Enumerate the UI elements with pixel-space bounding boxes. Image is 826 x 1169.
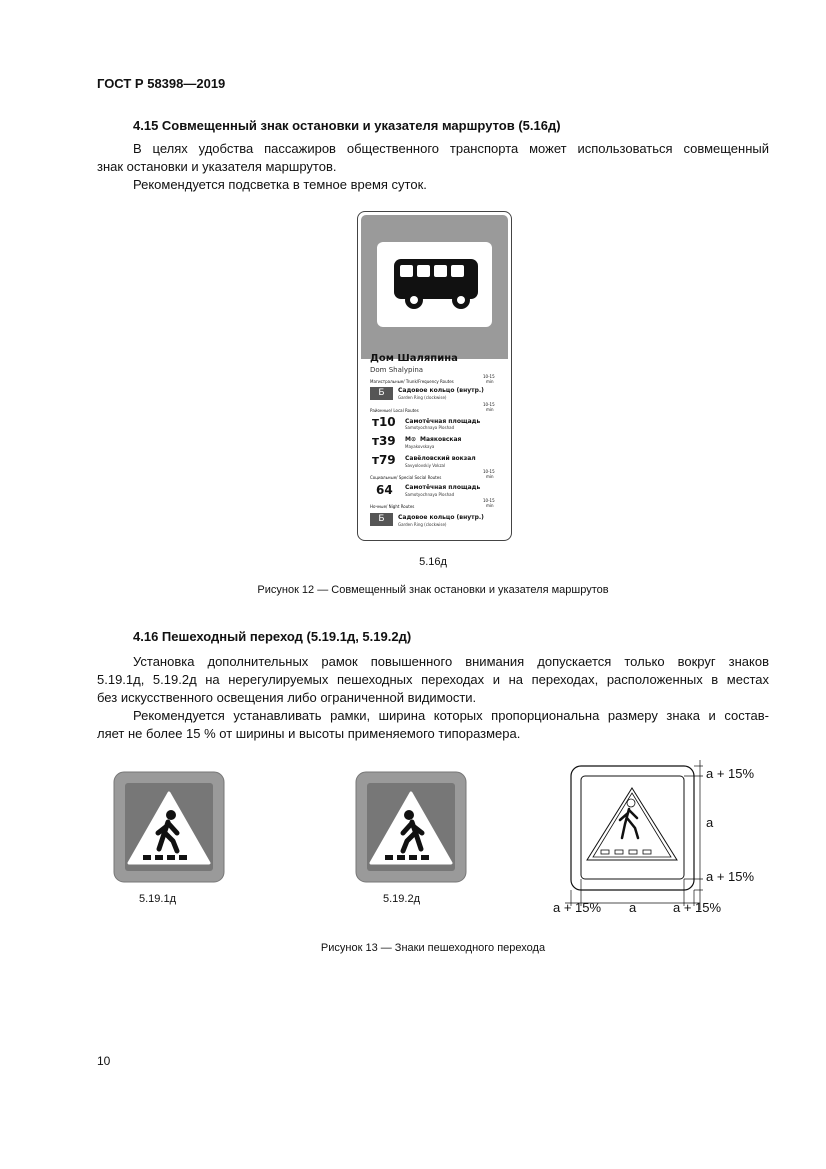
- route-t39-dest-ru: Маяковская: [420, 436, 462, 443]
- pedestrian-crossing-sign-icon: [355, 771, 467, 883]
- route-t39-number: т39: [372, 434, 396, 448]
- group1-label: Магистральные/ Trunk/Frequency Routes: [370, 379, 454, 384]
- group4-dest-ru: Садовое кольцо (внутр.): [398, 514, 484, 521]
- sign-5-19-1d: [113, 771, 225, 888]
- bus-stop-sign: [357, 211, 512, 541]
- section-4-16-para1-line2: 5.19.1д, 5.19.2д на нерегулируемых пешеходных переходах и на переходах, расположенных в местах: [97, 672, 769, 687]
- section-4-16-para1-line3: без искусственного освещения либо ограниченной видимости.: [97, 690, 477, 705]
- document-standard-header: ГОСТ Р 58398—2019: [97, 76, 226, 91]
- group4-label: Ночные/ Night Routes: [370, 504, 415, 509]
- dimension-center-label: a: [629, 900, 637, 915]
- bus-sign-white-field: [377, 242, 492, 327]
- stop-name-en: Dom Shalypina: [370, 366, 424, 374]
- pedestrian-crossing-sign-icon: [113, 771, 225, 883]
- framed-sign-outline-icon: [565, 760, 705, 910]
- dimension-left-label: a + 15%: [553, 900, 602, 915]
- stop-name-ru: Дом Шаляпина: [370, 353, 458, 364]
- group4-unit: min: [486, 503, 494, 508]
- figure-12-caption: Рисунок 12 — Совмещенный знак остановки и указателя маршрутов: [257, 584, 609, 596]
- route-64-dest-en: Samotyochnaya Ploshad: [405, 492, 455, 497]
- sign-5-16d-label: 5.16д: [419, 556, 447, 568]
- group1-dest-ru: Садовое кольцо (внутр.): [398, 387, 484, 394]
- group4-interval: 10-15: [483, 498, 495, 503]
- group3-interval: 10-15: [483, 469, 495, 474]
- group4-dest-en: Garden Ring (clockwise): [398, 522, 447, 527]
- metro-icon: М⊙: [405, 436, 416, 443]
- group1-interval: 10-15: [483, 374, 495, 379]
- dimension-bottom-label: a + 15%: [706, 869, 755, 884]
- group3-label: Социальные/ Special Social Routes: [370, 475, 442, 480]
- section-4-15-para2: Рекомендуется подсветка в темное время суток.: [133, 177, 427, 192]
- route-t79-dest-ru: Савёловский вокзал: [405, 455, 476, 462]
- route-64-dest-ru: Самотёчная площадь: [405, 484, 481, 491]
- page-number: 10: [97, 1054, 111, 1068]
- section-4-16-para1-line1: Установка дополнительных рамок повышенного внимания допускается только вокруг знаков: [133, 654, 769, 669]
- section-4-16-title: 4.16 Пешеходный переход (5.19.1д, 5.19.2д): [133, 629, 412, 644]
- route-t10-dest-en: Samotyochnaya Ploshad: [405, 425, 455, 430]
- group2-unit: min: [486, 407, 494, 412]
- sign-5-19-2d-label: 5.19.2д: [383, 893, 421, 905]
- group2-interval: 10-15: [483, 402, 495, 407]
- route-64-number: 64: [376, 483, 393, 497]
- route-t39-dest-en: Mayakovskaya: [405, 444, 435, 449]
- dimension-right-label: a + 15%: [673, 900, 722, 915]
- figure-13-caption: Рисунок 13 — Знаки пешеходного перехода: [320, 942, 546, 954]
- section-4-15-para1-line1: В целях удобства пассажиров общественного транспорта может использоваться совмещенный: [133, 141, 769, 156]
- route-t10-dest-ru: Самотёчная площадь: [405, 418, 481, 425]
- sign-5-19-2d: [355, 771, 467, 888]
- group4-route-badge: Б: [370, 513, 393, 526]
- section-4-16-para2-line2: ляет не более 15 % от ширины и высоты применяемого типоразмера.: [97, 726, 521, 741]
- sign-5-19-1d-label: 5.19.1д: [139, 893, 177, 905]
- group1-dest-en: Garden Ring (clockwise): [398, 395, 447, 400]
- section-4-15-title: 4.15 Совмещенный знак остановки и указателя маршрутов (5.16д): [133, 118, 561, 133]
- route-t79-dest-en: Savyolovskiy Vokzal: [405, 463, 446, 468]
- dimension-top-label: a + 15%: [706, 766, 755, 781]
- bus-sign-grey-panel: [361, 215, 508, 359]
- route-t10-number: т10: [372, 415, 396, 429]
- section-4-16-para2-line1: Рекомендуется устанавливать рамки, ширина которых пропорциональна размеру знака и состав-: [133, 708, 769, 723]
- group1-route-badge: Б: [370, 387, 393, 400]
- group2-label: Районные/ Local Routes: [370, 408, 419, 413]
- bus-icon: [377, 242, 492, 327]
- route-t79-number: т79: [372, 453, 396, 467]
- dimension-middle-label: a: [706, 815, 714, 830]
- group1-unit: min: [486, 379, 494, 384]
- frame-dimension-diagram: [565, 760, 705, 915]
- section-4-15-para1-line2: знак остановки и указателя маршрутов.: [97, 159, 337, 174]
- group3-unit: min: [486, 474, 494, 479]
